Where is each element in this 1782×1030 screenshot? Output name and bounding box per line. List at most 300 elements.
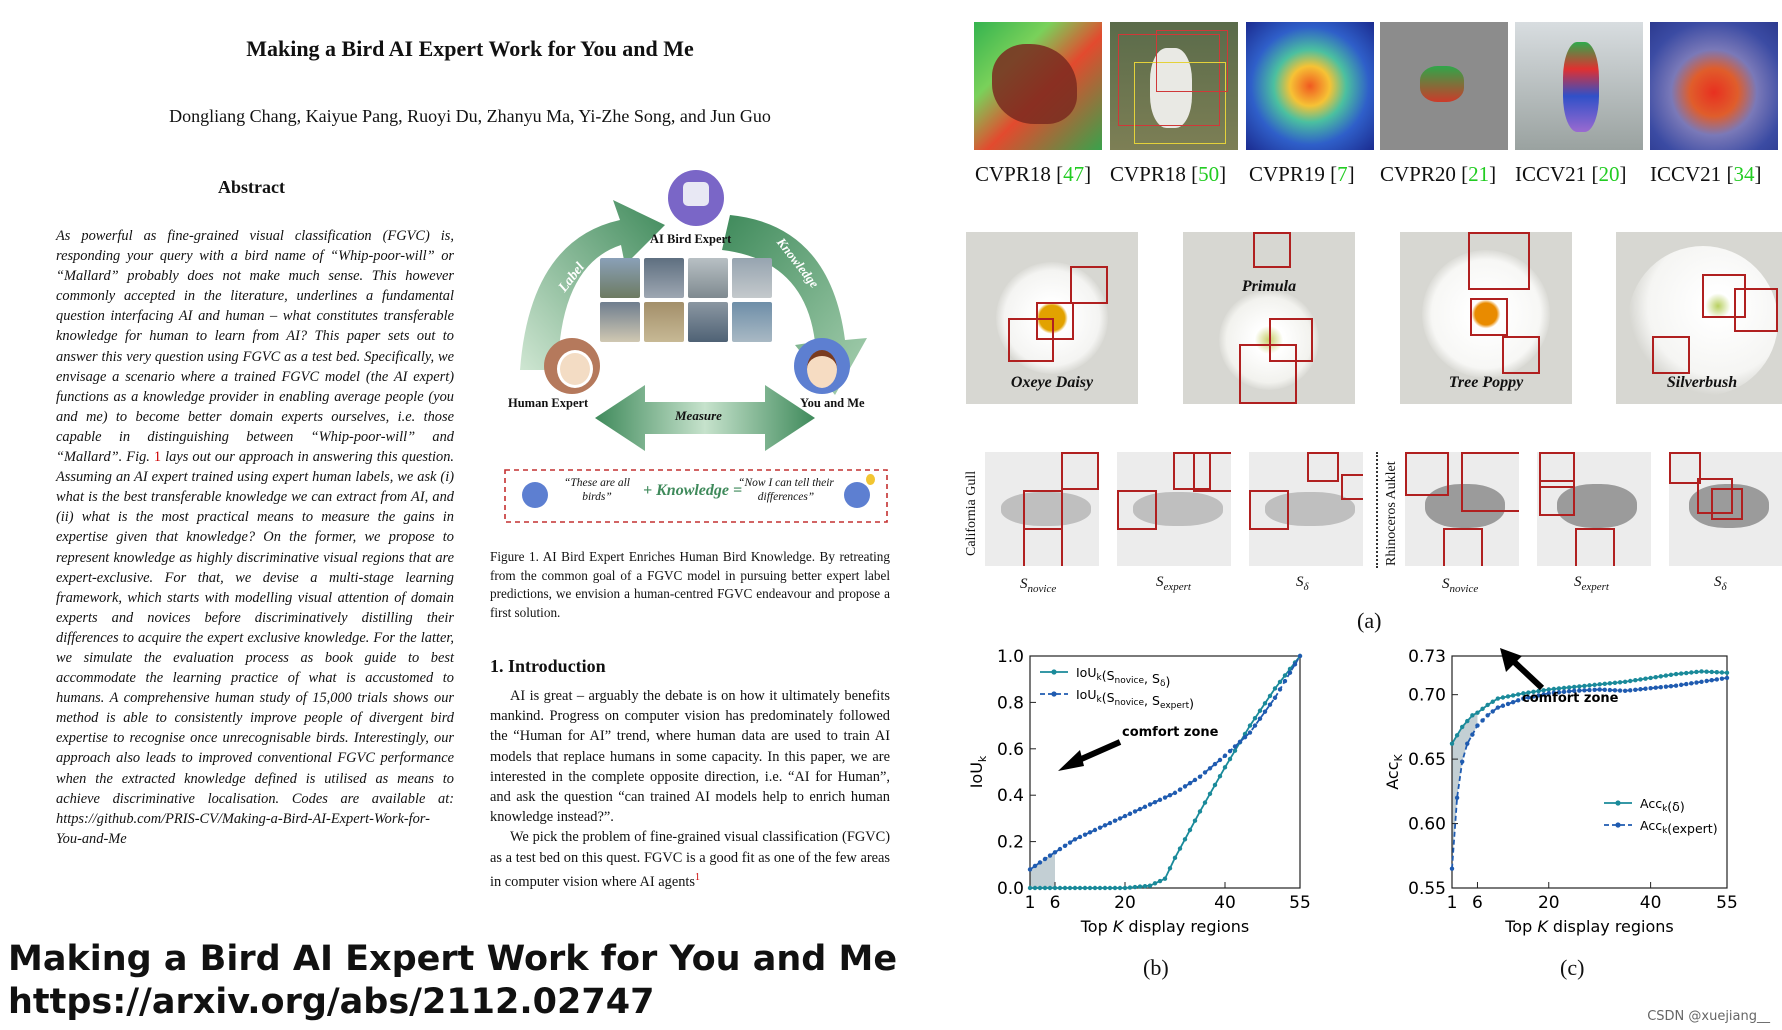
- bird-box-thumbnail: [1110, 22, 1238, 150]
- flower-image: [1183, 232, 1355, 404]
- series-1-point: [1725, 671, 1729, 675]
- y-tick-label: 0.70: [1408, 685, 1446, 706]
- flower-image: [1616, 232, 1782, 404]
- series-2-point: [1511, 700, 1515, 704]
- auklet-image: [1405, 452, 1519, 566]
- bird-thumbnail: [644, 302, 684, 342]
- face-icon: [844, 482, 870, 508]
- series-1-point: [1143, 884, 1147, 888]
- flower-label: Tree Poppy: [1448, 374, 1524, 391]
- series-2-point: [1669, 684, 1673, 688]
- y-tick-label: 0.73: [1408, 647, 1446, 667]
- series-2-point: [1725, 676, 1729, 680]
- series-2-point: [1213, 762, 1217, 766]
- series-2-point: [1470, 732, 1474, 736]
- series-1-point: [1648, 676, 1652, 680]
- series-2-point: [1710, 678, 1714, 682]
- series-1-point: [1068, 886, 1072, 890]
- robot-icon: [683, 182, 709, 206]
- series-1-point: [1694, 670, 1698, 674]
- series-1-point: [1168, 866, 1172, 870]
- bird-thumbnail: [688, 258, 728, 298]
- series-1-point: [1108, 886, 1112, 890]
- x-tick-label: 40: [1214, 893, 1236, 913]
- series-1-point: [1113, 886, 1117, 890]
- series-1-point: [1188, 828, 1192, 832]
- plus-knowledge: + Knowledge =: [643, 482, 743, 499]
- series-2-point: [1720, 676, 1724, 680]
- series-2-point: [1233, 744, 1237, 748]
- series-1-point: [1638, 677, 1642, 681]
- intro-paragraph-2-text: We pick the problem of fine-grained visual classification (FGVC) as a test bed on this quest. FGVC is a good fit as one of the few areas in computer vision where AI agents: [490, 829, 890, 890]
- series-1-point: [1628, 679, 1632, 683]
- series-1-point: [1470, 713, 1474, 717]
- flower-label: Silverbush: [1666, 374, 1738, 391]
- series-1-point: [1567, 685, 1571, 689]
- series-1-point: [1572, 685, 1576, 689]
- series-1-point: [1208, 792, 1212, 796]
- series-2-point: [1088, 830, 1092, 834]
- series-2-point: [1455, 796, 1459, 800]
- abstract-heading: Abstract: [218, 177, 285, 197]
- series-2-point: [1253, 723, 1257, 727]
- series-2-point: [1078, 835, 1082, 839]
- legend-marker: [1051, 669, 1056, 674]
- series-1-point: [1450, 741, 1454, 745]
- series-2-point: [1715, 677, 1719, 681]
- auklet-image: [1537, 452, 1651, 566]
- series-2-point: [1113, 819, 1117, 823]
- series-2-point: [1038, 860, 1042, 864]
- legend-label: $IoU_k(S_{novice}$, $S_\delta$): [1076, 665, 1171, 689]
- series-2-point: [1168, 793, 1172, 797]
- series-1-point: [1582, 684, 1586, 688]
- series-1-point: [1664, 673, 1668, 677]
- series-2-point: [1628, 688, 1632, 692]
- gull-image: [1249, 452, 1363, 566]
- series-1-point: [1643, 676, 1647, 680]
- y-tick-label: 0.4: [996, 786, 1024, 807]
- series-1-point: [1689, 670, 1693, 674]
- series-1-point: [1258, 709, 1262, 713]
- series-2-point: [1178, 787, 1182, 791]
- series-1-point: [1248, 723, 1252, 727]
- series-2-point: [1098, 825, 1102, 829]
- overlay-title: Making a Bird AI Expert Work for You and Me: [8, 939, 898, 979]
- intro-heading: 1. Introduction: [490, 656, 606, 676]
- series-2-point: [1273, 696, 1277, 700]
- quote-left: “These are all birds”: [563, 477, 631, 503]
- panel-a-caption: (a): [1357, 608, 1382, 633]
- series-1-point: [1158, 879, 1162, 883]
- series-1-point: [1228, 757, 1232, 761]
- y-tick-label: 0.60: [1408, 814, 1446, 835]
- intro-paragraph-2: [490, 827, 890, 891]
- watermark: CSDN @xuejiang__: [1647, 1009, 1770, 1024]
- series-2-point: [1506, 702, 1510, 706]
- plot-frame: [1030, 656, 1300, 888]
- series-1-point: [1577, 684, 1581, 688]
- bird-thumbnail: [644, 258, 684, 298]
- series-2-point: [1108, 821, 1112, 825]
- series-1-point: [1098, 886, 1102, 890]
- chart-iou: [960, 640, 1360, 940]
- series-1-point: [1496, 696, 1500, 700]
- series-1-point: [1511, 693, 1515, 697]
- series-2-point: [1485, 713, 1489, 717]
- series-1-point: [1715, 670, 1719, 674]
- series-1-point: [1592, 683, 1596, 687]
- bird-thumbnail: [1515, 22, 1643, 150]
- series-1-point: [1163, 877, 1167, 881]
- series-2-point: [1198, 774, 1202, 778]
- abstract-before-ref: As powerful as fine-grained visual classification (FGVC) is, responding your query with a bird name of “Whip-poor-will” or “Mallard” probably does not make much sense. This however commonly accepted in the literature, underlines a fundamental question interfacing AI and human – what constitutes transferable knowledge for human to learn from AI? This paper sets out to answer this very question using FGVC as a test bed. Specifically, we envisage a scenario where a trained FGVC model (the AI expert) functions as a knowledge provider in enabling average people (you and me) to become better domain experts ourselves, i.e. those capable in distinguishing between “Whip-poor-will” and “Mallard”. Fig.: [56, 228, 454, 466]
- figure-1: [500, 170, 892, 530]
- legend-marker: [1615, 822, 1620, 827]
- series-2-point: [1475, 723, 1479, 727]
- gull-image: [1117, 452, 1231, 566]
- series-1-point: [1133, 885, 1137, 889]
- legend-label: Acc$_k$(expert): [1640, 818, 1718, 836]
- row-divider: [1376, 452, 1378, 568]
- series-1-point: [1618, 680, 1622, 684]
- series-2-point: [1638, 687, 1642, 691]
- y-tick-label: 0.2: [996, 832, 1024, 853]
- series-2-point: [1028, 867, 1032, 871]
- series-1-point: [1058, 886, 1062, 890]
- series-1-point: [1597, 682, 1601, 686]
- series-1-point: [1203, 800, 1207, 804]
- intro-text: [490, 686, 890, 892]
- series-1-point: [1587, 683, 1591, 687]
- figure-ref-link[interactable]: 1: [153, 449, 162, 466]
- x-tick-label: 55: [1716, 893, 1738, 913]
- x-tick-label: 6: [1472, 893, 1483, 913]
- footnote-ref[interactable]: 1: [695, 871, 701, 883]
- lightbulb-icon: [866, 474, 875, 485]
- series-1-point: [1710, 670, 1714, 674]
- series-2-point: [1238, 740, 1242, 744]
- series-2-point: [1480, 718, 1484, 722]
- series-1-point: [1253, 716, 1257, 720]
- paper-title: Making a Bird AI Expert Work for You and Me: [246, 36, 694, 61]
- series-1-point: [1123, 886, 1127, 890]
- bird-thumbnail: [600, 302, 640, 342]
- series-1-point: [1283, 673, 1287, 677]
- series-2-point: [1083, 832, 1087, 836]
- series-2-point: [1193, 778, 1197, 782]
- series-1-point: [1684, 671, 1688, 675]
- flower-label: Oxeye Daisy: [1010, 374, 1094, 391]
- series-1-point: [1063, 886, 1067, 890]
- s-label: $S_\delta$: [1296, 574, 1309, 593]
- series-1-point: [1475, 711, 1479, 715]
- series-1-point: [1083, 886, 1087, 890]
- series-2-point: [1128, 812, 1132, 816]
- series-1-point: [1138, 884, 1142, 888]
- series-2-point: [1704, 679, 1708, 683]
- s-label: $S_{expert}$: [1156, 574, 1191, 593]
- series-2-point: [1516, 698, 1520, 702]
- series-2-point: [1133, 809, 1137, 813]
- series-1-point: [1213, 783, 1217, 787]
- heatmap-thumbnail: [1650, 22, 1778, 150]
- series-2-point: [1103, 823, 1107, 827]
- legend-label: Acc$_k$(δ): [1640, 796, 1685, 814]
- series-2-point: [1223, 754, 1227, 758]
- series-1-point: [1460, 725, 1464, 729]
- series-2-point: [1183, 784, 1187, 788]
- series-1-point: [1053, 886, 1057, 890]
- measure-arrow-text: Measure: [675, 408, 722, 423]
- series-1-point: [1038, 886, 1042, 890]
- s-label: $S_{expert}$: [1574, 574, 1609, 593]
- x-tick-label: 20: [1537, 893, 1560, 913]
- x-tick-label: 1: [1024, 893, 1036, 913]
- series-2-point: [1496, 705, 1500, 709]
- venue-label: ICCV21 [20]: [1515, 162, 1627, 186]
- series-1-point: [1654, 675, 1658, 679]
- venue-label: CVPR20 [21]: [1380, 162, 1497, 186]
- label-arrow-text: Label: [555, 260, 588, 296]
- legend-label: $IoU_k(S_{novice}$, $S_{expert}$): [1076, 687, 1195, 711]
- series-1-point: [1720, 670, 1724, 674]
- series-2-point: [1460, 759, 1464, 763]
- series-2-point: [1288, 671, 1292, 675]
- series-2-point: [1053, 850, 1057, 854]
- bird-thumbnail: [1380, 22, 1508, 150]
- bird-thumbnail: [600, 258, 640, 298]
- bird-thumbnail: [732, 302, 772, 342]
- x-tick-label: 20: [1114, 893, 1136, 913]
- venue-label: CVPR19 [7]: [1249, 162, 1355, 186]
- series-2-point: [1679, 683, 1683, 687]
- series-1-point: [1093, 886, 1097, 890]
- series-1-point: [1485, 703, 1489, 707]
- panel-b-caption: (b): [1143, 955, 1169, 980]
- s-label: $S_{novice}$: [1020, 576, 1057, 595]
- series-1-point: [1704, 670, 1708, 674]
- series-2-point: [1648, 686, 1652, 690]
- series-1-point: [1516, 692, 1520, 696]
- x-axis-label: Top K display regions: [1080, 917, 1250, 936]
- series-2-point: [1153, 800, 1157, 804]
- x-tick-label: 55: [1289, 893, 1311, 913]
- annotation-text: comfort zone: [1122, 725, 1219, 740]
- y-axis-label: Acc$_K$: [1383, 754, 1405, 790]
- series-1-point: [1183, 837, 1187, 841]
- series-line-1: [1030, 656, 1300, 888]
- series-1-point: [1033, 886, 1037, 890]
- intro-paragraph-1: AI is great – arguably the debate is on how it ultimately benefits mankind. Progress on computer vision has predominately followed the “Human for AI” trend, where human data are used to train AI models that replace humans in some capacity. In this paper, we are interested in the complete opposite direction, i.e. “AI for Human”, and ask the question “can trained AI models help to enrich human knowledge instead?”.: [490, 688, 890, 826]
- series-2-point: [1228, 749, 1232, 753]
- series-2-point: [1203, 770, 1207, 774]
- series-1-point: [1623, 680, 1627, 684]
- flower-label: Primula: [1241, 278, 1297, 295]
- heatmap-thumbnail: [1246, 22, 1374, 150]
- s-label: $S_\delta$: [1714, 574, 1727, 593]
- bird-thumbnail: [688, 302, 728, 342]
- series-1-point: [1028, 886, 1032, 890]
- face-icon: [522, 482, 548, 508]
- human-expert-label: Human Expert: [508, 396, 589, 410]
- series-1-point: [1603, 682, 1607, 686]
- series-2-point: [1674, 683, 1678, 687]
- series-1-point: [1633, 678, 1637, 682]
- series-1-point: [1088, 886, 1092, 890]
- series-2-point: [1450, 866, 1454, 870]
- series-2-point: [1491, 709, 1495, 713]
- venue-label: CVPR18 [50]: [1110, 162, 1227, 186]
- series-2-point: [1258, 716, 1262, 720]
- series-1-point: [1103, 886, 1107, 890]
- series-2-point: [1068, 840, 1072, 844]
- series-1-point: [1613, 681, 1617, 685]
- series-2-point: [1659, 685, 1663, 689]
- series-1-point: [1078, 886, 1082, 890]
- series-2-point: [1664, 684, 1668, 688]
- series-2-point: [1465, 741, 1469, 745]
- series-2-point: [1093, 828, 1097, 832]
- flower-image: [1400, 232, 1572, 404]
- series-1-point: [1608, 681, 1612, 685]
- series-1-point: [1153, 881, 1157, 885]
- bird-thumbnail: [732, 258, 772, 298]
- series-1-point: [1480, 707, 1484, 711]
- series-1-point: [1491, 700, 1495, 704]
- series-1-point: [1178, 846, 1182, 850]
- panel-c-caption: (c): [1560, 955, 1585, 980]
- y-tick-label: 0.6: [996, 739, 1024, 760]
- series-1-point: [1455, 733, 1459, 737]
- series-2-point: [1689, 681, 1693, 685]
- series-1-point: [1562, 686, 1566, 690]
- x-axis-label: Top K display regions: [1505, 917, 1674, 936]
- series-2-point: [1173, 791, 1177, 795]
- series-2-point: [1243, 735, 1247, 739]
- legend-marker: [1615, 800, 1620, 805]
- series-1-point: [1048, 886, 1052, 890]
- series-1-point: [1043, 886, 1047, 890]
- series-2-point: [1143, 805, 1147, 809]
- y-tick-label: 0.65: [1408, 750, 1446, 771]
- series-2-point: [1138, 807, 1142, 811]
- series-2-point: [1163, 795, 1167, 799]
- series-2-point: [1248, 730, 1252, 734]
- venue-label: CVPR18 [47]: [975, 162, 1092, 186]
- comfort-zone-shade: [1030, 852, 1055, 888]
- series-2-point: [1123, 814, 1127, 818]
- y-axis-label: IoU$_k$: [967, 755, 989, 789]
- figure-1-caption: Figure 1. AI Bird Expert Enriches Human Bird Knowledge. By retreating from the common goal of a FGVC model in pursuing better expert label predictions, we envision a human-centred FGVC endeavour and propose a first solution.: [490, 549, 890, 620]
- series-2-point: [1218, 758, 1222, 762]
- abstract-text: [56, 226, 454, 849]
- series-1-point: [1218, 774, 1222, 778]
- series-1-point: [1268, 694, 1272, 698]
- series-2-point: [1618, 688, 1622, 692]
- series-1-point: [1073, 886, 1077, 890]
- series-2-point: [1293, 662, 1297, 666]
- series-2-point: [1158, 798, 1162, 802]
- series-2-point: [1033, 864, 1037, 868]
- series-1-point: [1465, 719, 1469, 723]
- series-2-point: [1263, 709, 1267, 713]
- series-2-point: [1118, 816, 1122, 820]
- auklet-image: [1669, 452, 1782, 566]
- series-1-point: [1128, 885, 1132, 889]
- boy-face-icon: [807, 350, 837, 388]
- venue-label: ICCV21 [34]: [1650, 162, 1762, 186]
- series-1-point: [1233, 748, 1237, 752]
- overlay-url[interactable]: https://arxiv.org/abs/2112.02747: [8, 982, 655, 1022]
- annotation-arrowhead: [1058, 750, 1084, 771]
- series-2-point: [1283, 679, 1287, 683]
- series-2-point: [1268, 703, 1272, 707]
- x-tick-label: 6: [1049, 893, 1061, 913]
- series-1-point: [1118, 886, 1122, 890]
- paper-authors: Dongliang Chang, Kaiyue Pang, Ruoyi Du, Zhanyu Ma, Yi-Zhe Song, and Jun Guo: [169, 106, 771, 126]
- y-tick-label: 0.0: [996, 879, 1024, 899]
- series-2-point: [1208, 766, 1212, 770]
- series-1-point: [1674, 672, 1678, 676]
- series-2-point: [1048, 853, 1052, 857]
- overlay-caption: [8, 938, 897, 1024]
- ai-expert-label: AI Bird Expert: [650, 232, 732, 246]
- heatmap-thumbnail: [974, 22, 1102, 150]
- species-label: Rhinoceros Auklet: [1384, 461, 1399, 566]
- series-2-point: [1633, 688, 1637, 692]
- scientist-face-icon: [557, 350, 593, 388]
- knowledge-arrow-text: Knowledge: [773, 234, 823, 291]
- series-2-point: [1684, 682, 1688, 686]
- x-tick-label: 40: [1639, 893, 1662, 913]
- series-1-point: [1679, 671, 1683, 675]
- series-line-2: [1452, 678, 1727, 869]
- species-label: California Gull: [964, 470, 979, 556]
- legend-marker: [1051, 691, 1056, 696]
- series-1-point: [1659, 674, 1663, 678]
- gull-image: [985, 452, 1099, 566]
- series-2-point: [1643, 687, 1647, 691]
- series-2-point: [1654, 686, 1658, 690]
- y-tick-label: 0.8: [996, 693, 1024, 714]
- y-tick-label: 1.0: [996, 647, 1024, 667]
- series-1-point: [1193, 819, 1197, 823]
- series-2-point: [1501, 704, 1505, 708]
- series-1-point: [1699, 669, 1703, 673]
- quote-right: “Now I can tell their differences”: [738, 477, 834, 503]
- series-2-point: [1623, 689, 1627, 693]
- series-2-point: [1188, 781, 1192, 785]
- series-2-point: [1058, 847, 1062, 851]
- series-1-point: [1148, 883, 1152, 887]
- series-2-point: [1699, 680, 1703, 684]
- chart-acc: [1372, 640, 1782, 940]
- y-tick-label: 0.55: [1408, 879, 1446, 899]
- series-2-point: [1148, 802, 1152, 806]
- series-2-point: [1694, 680, 1698, 684]
- series-1-point: [1173, 856, 1177, 860]
- series-1-point: [1263, 701, 1267, 705]
- s-label: $S_{novice}$: [1442, 576, 1479, 595]
- series-1-point: [1501, 695, 1505, 699]
- series-1-point: [1273, 686, 1277, 690]
- annotation-text: comfort zone: [1522, 691, 1619, 706]
- series-1-point: [1506, 694, 1510, 698]
- series-1-point: [1278, 680, 1282, 684]
- series-2-point: [1298, 654, 1302, 658]
- series-2-point: [1063, 844, 1067, 848]
